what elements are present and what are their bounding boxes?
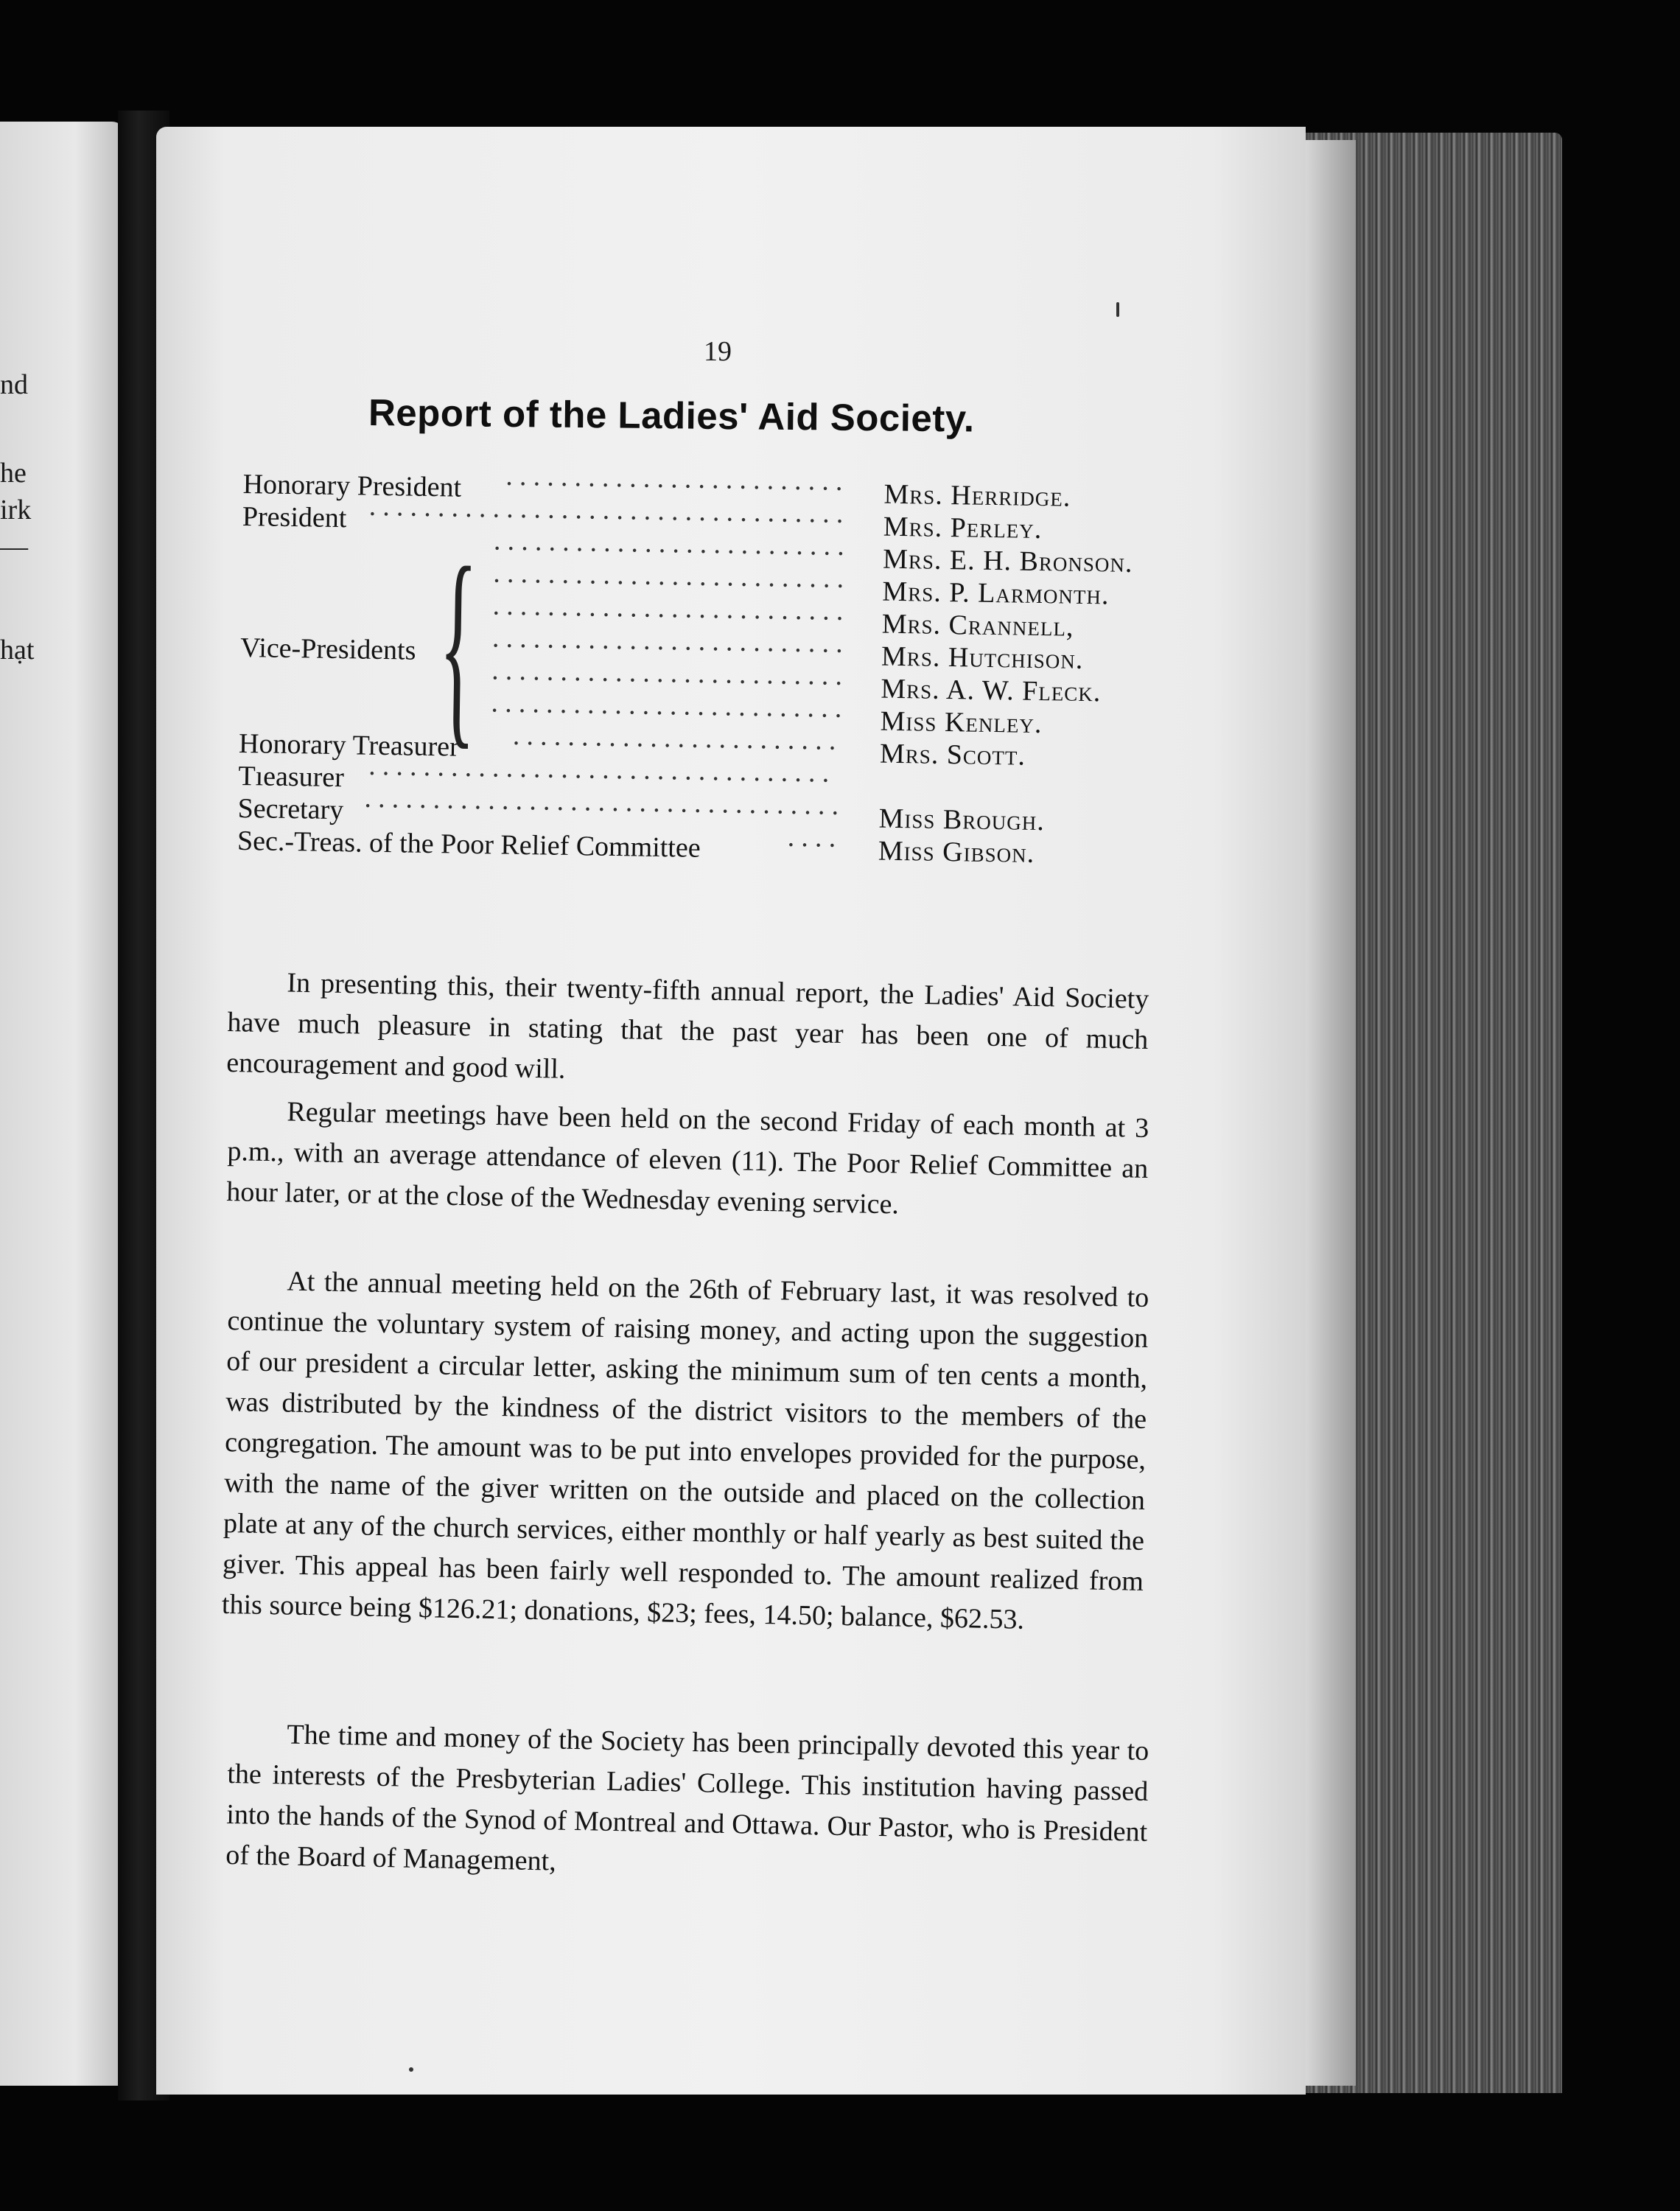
body-paragraph [226, 962, 1149, 1101]
left-page-fragment: he [0, 458, 27, 489]
body-paragraph [226, 1091, 1149, 1230]
dot-leader: ························ [511, 727, 842, 764]
officer-name: Mrs. Perley. [883, 511, 1043, 545]
paragraph-text: The time and money of the Society has been principally devoted this year to the interests of the Presbyterian Ladies' College. This institution having passed into the hands of the Synod of Montreal and Ottawa. Our Pastor, who is President of the Board of Management, [225, 1719, 1149, 1877]
paragraph-text: In presenting this, their twenty-fifth annual report, the Ladies' Aid Society have much pleasure in stating that the past year has been one of much encouragement and good will. [225, 967, 1149, 1085]
officer-name: Mrs. Herridge. [883, 478, 1071, 513]
officers-list [237, 468, 1201, 872]
left-page-fragment: — [0, 531, 28, 562]
book-page-edges-highlight [1297, 140, 1356, 2086]
dot-leader: ·························· [490, 630, 849, 667]
officer-name: Miss Gibson. [878, 835, 1035, 869]
body-paragraph [221, 1260, 1149, 1643]
officer-role: Tıeasurer [238, 760, 345, 794]
left-page-fragment: irk [0, 495, 32, 525]
paragraph-text: At the annual meeting held on the 26th of February last, it was resolved to continue the voluntary system of raising money, and acting upon the suggestion of our president a circular letter, asking the minimum sum of ten cents a month, was distributed by the kindness of the district visitors to the members of the congregation. The amount was to be put into envelopes provided for the purpose, with the name of the giver written on the outside and placed on the collection plate at any of the church services, either monthly or half yearly as best suited the giver. This appeal has been fairly well responded to. The amount realized from this source being $126.21; donations, $23; fees, 14.50; balance, $62.53. [221, 1265, 1149, 1635]
officer-name: Mrs. Crannell, [881, 608, 1074, 643]
officer-role: Honorary President [242, 468, 462, 503]
officer-role: President [242, 500, 347, 534]
dot-leader: ·························· [491, 565, 850, 602]
officer-role: Secretary [237, 792, 344, 826]
dot-leader: ························· [504, 468, 849, 505]
paper-speck [409, 2067, 413, 2072]
dot-leader: ·························· [491, 598, 850, 635]
officer-name: Mrs. Hutchison. [881, 640, 1084, 675]
dot-leader: ·································· [367, 758, 836, 797]
report-title: Report of the Ladies' Aid Society. [368, 391, 975, 440]
left-facing-page [0, 122, 125, 2086]
officer-name: Miss Kenley. [880, 705, 1043, 740]
dot-leader: ··································· [363, 790, 844, 829]
dot-leader: ··································· [367, 498, 850, 537]
officer-role: Honorary Treasurer [238, 727, 460, 763]
paper-speck [1116, 302, 1119, 317]
officer-role: Sec.-Treas. of the Poor Relief Committee [237, 825, 701, 864]
vice-presidents-brace: { [437, 522, 479, 767]
officer-name: Mrs. A. W. Fleck. [881, 673, 1102, 708]
officer-name: Mrs. Scott. [879, 738, 1026, 772]
left-page-fragment: nd [0, 369, 28, 400]
dot-leader: ·························· [489, 695, 848, 732]
dot-leader: ·························· [490, 663, 848, 699]
body-paragraph [225, 1714, 1149, 1893]
officer-name: Miss Brough. [878, 803, 1046, 837]
page-number: 19 [704, 336, 732, 367]
paragraph-text: Regular meetings have been held on the second Friday of each month at 3 p.m., with an average attendance of eleven (11). The Poor Relief Committee an hour later, or at the close of the Wednesday evening service. [225, 1096, 1149, 1220]
vice-presidents-label: Vice-Presidents [239, 632, 416, 666]
dot-leader: ···· [785, 829, 842, 862]
officer-name: Mrs. E. H. Bronson. [882, 543, 1133, 579]
dot-leader: ·························· [491, 533, 850, 570]
officer-name: Mrs. P. Larmonth. [882, 576, 1110, 611]
left-page-fragment: hạt [0, 635, 35, 666]
